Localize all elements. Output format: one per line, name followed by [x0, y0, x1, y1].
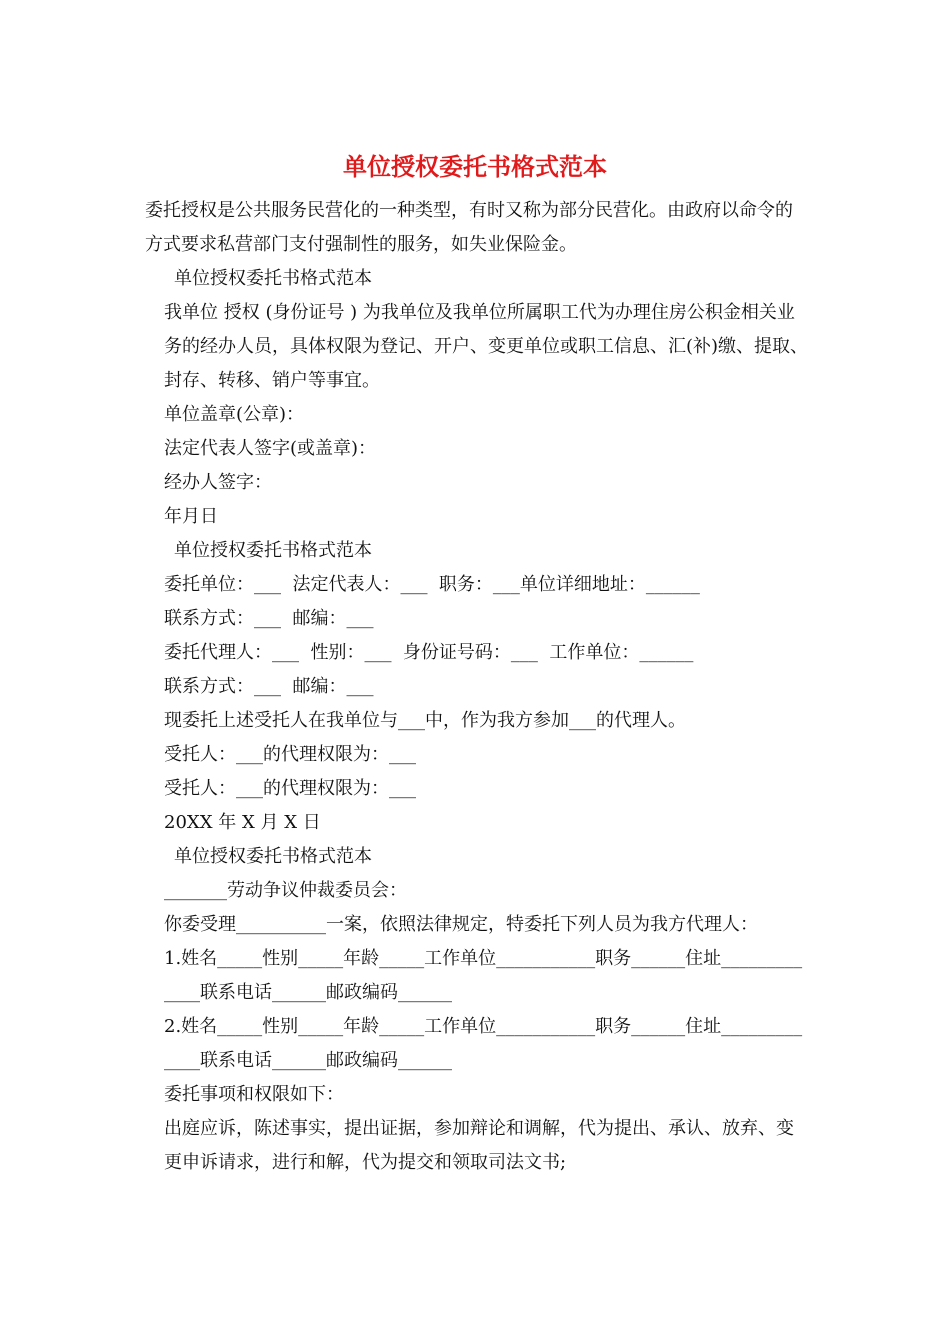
authorization-paragraph: 我单位 授权 (身份证号 ) 为我单位及我单位所属职工代为办理住房公积金相关业务的经办人员，具体权限为登记、开户、变更单位或职工信息、汇(补)缴、提取、封存、转移、销户等事宜。 [164, 302, 809, 391]
date-line: 20XX 年 X 月 X 日 [164, 812, 321, 833]
document-body [145, 194, 810, 1180]
company-seal-line: 单位盖章(公章)： [164, 404, 305, 425]
agent-info-2: 2.姓名_____性别_____年龄_____工作单位___________职务______住址_____________联系电话______邮政编码______ [164, 1016, 803, 1071]
document-title: 单位授权委托书格式范本 [343, 152, 607, 181]
authority-details: 出庭应诉，陈述事实，提出证据，参加辩论和调解，代为提出、承认、放弃、变更申诉请求，进行和解，代为提交和领取司法文书; [164, 1118, 794, 1173]
section-heading: 单位授权委托书格式范本 [174, 540, 372, 561]
committee-line: _______劳动争议仲裁委员会： [164, 880, 407, 901]
agent-info-1: 1.姓名_____性别_____年龄_____工作单位___________职务______住址_____________联系电话______邮政编码______ [164, 948, 803, 1003]
entrusting-unit-line: 委托单位：___ 法定代表人：___ 职务：___单位详细地址：______ [164, 574, 700, 595]
contact-line: 联系方式：___ 邮编：___ [164, 676, 374, 697]
date-line: 年月日 [164, 506, 218, 527]
authority-heading: 委托事项和权限如下： [164, 1084, 344, 1105]
trustee-authority-line: 受托人：___的代理权限为：___ [164, 744, 416, 765]
contact-line: 联系方式：___ 邮编：___ [164, 608, 374, 629]
entrustment-statement: 现委托上述受托人在我单位与___中，作为我方参加___的代理人。 [164, 710, 686, 731]
trustee-authority-line: 受托人：___的代理权限为：___ [164, 778, 416, 799]
handler-signature-line: 经办人签字： [164, 472, 272, 493]
agent-line: 委托代理人：___ 性别：___ 身份证号码：___ 工作单位：______ [164, 642, 694, 663]
section-heading: 单位授权委托书格式范本 [174, 268, 372, 289]
intro-paragraph: 委托授权是公共服务民营化的一种类型，有时又称为部分民营化。由政府以命令的方式要求私营部门支付强制性的服务，如失业保险金。 [145, 200, 793, 255]
section-heading: 单位授权委托书格式范本 [174, 846, 372, 867]
case-statement: 你委受理__________一案，依照法律规定，特委托下列人员为我方代理人： [164, 914, 758, 935]
legal-rep-signature-line: 法定代表人签字(或盖章)： [164, 438, 377, 459]
